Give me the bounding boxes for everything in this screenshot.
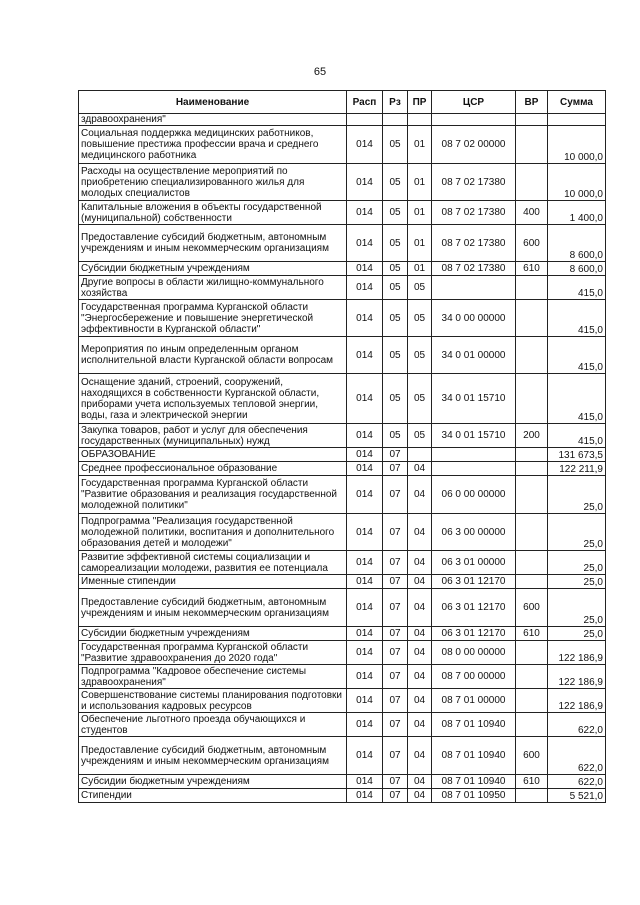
table-row [79,551,606,575]
cell-csr: 08 7 01 10940 [432,737,516,775]
cell-sum: 415,0 [548,424,606,448]
cell-pr: 05 [408,300,432,337]
cell-rasp: 014 [347,789,383,803]
cell-vr [516,476,548,514]
cell-rz [383,114,408,126]
header-name: Наименование [79,91,347,114]
cell-rasp: 014 [347,424,383,448]
cell-vr [516,713,548,737]
cell-rasp: 014 [347,374,383,424]
cell-vr [516,337,548,374]
cell-sum: 25,0 [548,476,606,514]
cell-name: Совершенствование системы планирования подготовки и использования кадровых ресурсов [79,689,347,713]
table-row [79,300,606,337]
cell-rz: 07 [383,627,408,641]
cell-rasp: 014 [347,641,383,665]
cell-rz: 07 [383,462,408,476]
cell-vr [516,276,548,300]
header-pr: ПР [408,91,432,114]
cell-rasp: 014 [347,689,383,713]
cell-rz: 05 [383,337,408,374]
cell-name: здравоохранения" [79,114,347,126]
cell-rz: 07 [383,789,408,803]
cell-vr: 400 [516,201,548,225]
cell-rz: 05 [383,276,408,300]
cell-sum: 415,0 [548,337,606,374]
cell-sum: 122 186,9 [548,689,606,713]
cell-sum: 122 186,9 [548,665,606,689]
cell-csr: 08 0 00 00000 [432,641,516,665]
cell-name: Подпрограмма "Реализация государственной молодежной политики, воспитания и дополнительного образования детей и молодежи" [79,514,347,551]
cell-csr: 08 7 02 17380 [432,201,516,225]
cell-pr: 05 [408,374,432,424]
cell-vr [516,374,548,424]
cell-rasp: 014 [347,514,383,551]
cell-name: Подпрограмма "Кадровое обеспечение системы здравоохранения" [79,665,347,689]
header-rasp: Расп [347,91,383,114]
cell-sum: 8 600,0 [548,225,606,262]
cell-name: Государственная программа Курганской области "Развитие образования и реализация государственной молодежной политики" [79,476,347,514]
cell-name: Среднее профессиональное образование [79,462,347,476]
table-row [79,462,606,476]
cell-rasp: 014 [347,448,383,462]
cell-rz: 07 [383,641,408,665]
cell-vr [516,448,548,462]
cell-pr: 04 [408,627,432,641]
cell-rz: 07 [383,575,408,589]
cell-pr [408,448,432,462]
cell-csr: 08 7 01 10950 [432,789,516,803]
cell-rasp: 014 [347,775,383,789]
cell-pr: 05 [408,276,432,300]
cell-sum: 622,0 [548,713,606,737]
cell-vr: 600 [516,737,548,775]
cell-rz: 07 [383,665,408,689]
cell-name: Капитальные вложения в объекты государственной (муниципальной) собственности [79,201,347,225]
cell-rz: 07 [383,689,408,713]
cell-csr: 06 3 01 12170 [432,589,516,627]
cell-name: Социальная поддержка медицинских работников, повышение престижа профессии врача и среднего медицинского работника [79,126,347,164]
cell-rasp: 014 [347,551,383,575]
table-row [79,164,606,201]
cell-csr: 06 3 01 00000 [432,551,516,575]
cell-csr [432,276,516,300]
cell-csr: 08 7 02 00000 [432,126,516,164]
cell-csr [432,462,516,476]
cell-vr: 200 [516,424,548,448]
cell-pr: 04 [408,713,432,737]
cell-pr: 04 [408,462,432,476]
cell-vr [516,462,548,476]
cell-sum: 25,0 [548,514,606,551]
cell-rasp: 014 [347,276,383,300]
cell-rz: 05 [383,374,408,424]
cell-csr: 06 3 01 12170 [432,575,516,589]
cell-rz: 05 [383,201,408,225]
cell-rasp: 014 [347,665,383,689]
table-row [79,374,606,424]
cell-name: Развитие эффективной системы социализации и самореализации молодежи, развития ее потенциала [79,551,347,575]
table-row [79,627,606,641]
table-row [79,575,606,589]
cell-rasp: 014 [347,575,383,589]
cell-name: Стипендии [79,789,347,803]
cell-rz: 07 [383,589,408,627]
cell-rz: 05 [383,164,408,201]
cell-rz: 07 [383,551,408,575]
cell-vr: 610 [516,262,548,276]
cell-rz: 05 [383,300,408,337]
cell-csr: 08 7 01 10940 [432,713,516,737]
cell-sum: 1 400,0 [548,201,606,225]
cell-csr: 34 0 01 15710 [432,424,516,448]
cell-vr [516,164,548,201]
cell-csr: 34 0 01 15710 [432,374,516,424]
table-row [79,476,606,514]
cell-rz: 07 [383,476,408,514]
cell-rasp: 014 [347,737,383,775]
cell-rz: 05 [383,262,408,276]
cell-name: Государственная программа Курганской области "Развитие здравоохранения до 2020 года" [79,641,347,665]
cell-sum: 622,0 [548,737,606,775]
cell-rasp: 014 [347,201,383,225]
cell-name: Субсидии бюджетным учреждениям [79,627,347,641]
cell-sum: 5 521,0 [548,789,606,803]
cell-csr: 08 7 00 00000 [432,665,516,689]
cell-rasp: 014 [347,262,383,276]
cell-name: Обеспечение льготного проезда обучающихся и студентов [79,713,347,737]
cell-sum: 10 000,0 [548,126,606,164]
cell-pr: 04 [408,514,432,551]
cell-pr: 04 [408,775,432,789]
cell-sum: 8 600,0 [548,262,606,276]
cell-rasp: 014 [347,126,383,164]
cell-rasp: 014 [347,225,383,262]
cell-csr: 06 3 00 00000 [432,514,516,551]
cell-vr [516,665,548,689]
cell-vr: 610 [516,627,548,641]
cell-pr: 04 [408,551,432,575]
cell-sum: 25,0 [548,575,606,589]
table-row [79,114,606,126]
cell-rz: 05 [383,225,408,262]
cell-name: Предоставление субсидий бюджетным, автономным учреждениям и иным некоммерческим организациям [79,589,347,627]
header-vr: ВР [516,91,548,114]
cell-csr: 34 0 00 00000 [432,300,516,337]
cell-csr [432,448,516,462]
cell-sum: 25,0 [548,627,606,641]
cell-csr: 08 7 01 00000 [432,689,516,713]
cell-csr: 34 0 01 00000 [432,337,516,374]
cell-csr: 08 7 02 17380 [432,225,516,262]
page-number: 65 [313,66,327,78]
cell-rz: 07 [383,775,408,789]
cell-vr [516,689,548,713]
cell-csr: 06 3 01 12170 [432,627,516,641]
cell-pr: 04 [408,737,432,775]
cell-csr: 08 7 02 17380 [432,262,516,276]
cell-rz: 05 [383,126,408,164]
cell-pr: 04 [408,641,432,665]
cell-sum: 122 211,9 [548,462,606,476]
cell-vr [516,641,548,665]
table-row [79,424,606,448]
cell-sum: 415,0 [548,300,606,337]
cell-vr: 600 [516,589,548,627]
table-row [79,448,606,462]
cell-sum: 25,0 [548,551,606,575]
cell-name: Субсидии бюджетным учреждениям [79,775,347,789]
header-sum: Сумма [548,91,606,114]
cell-rasp [347,114,383,126]
table-row [79,789,606,803]
table-row [79,775,606,789]
cell-sum: 415,0 [548,374,606,424]
cell-pr: 04 [408,689,432,713]
cell-name: Закупка товаров, работ и услуг для обеспечения государственных (муниципальных) нужд [79,424,347,448]
cell-rz: 07 [383,713,408,737]
table-row [79,262,606,276]
table-row [79,225,606,262]
cell-rasp: 014 [347,164,383,201]
cell-vr: 610 [516,775,548,789]
table-row [79,689,606,713]
budget-table [78,90,606,803]
cell-pr [408,114,432,126]
table-row [79,201,606,225]
cell-pr: 04 [408,575,432,589]
cell-sum: 25,0 [548,589,606,627]
cell-rasp: 014 [347,627,383,641]
cell-name: Именные стипендии [79,575,347,589]
cell-name: Мероприятия по иным определенным органом исполнительной власти Курганской области вопросам [79,337,347,374]
cell-rasp: 014 [347,476,383,514]
table-row [79,337,606,374]
cell-rasp: 014 [347,300,383,337]
table-row [79,641,606,665]
cell-vr [516,789,548,803]
cell-name: Расходы на осуществление мероприятий по приобретению специализированного жилья для молодых специалистов [79,164,347,201]
cell-pr: 01 [408,164,432,201]
cell-pr: 01 [408,126,432,164]
cell-csr: 08 7 02 17380 [432,164,516,201]
header-csr: ЦСР [432,91,516,114]
cell-pr: 04 [408,789,432,803]
cell-csr: 08 7 01 10940 [432,775,516,789]
cell-sum: 622,0 [548,775,606,789]
header-rz: Рз [383,91,408,114]
cell-pr: 05 [408,337,432,374]
cell-vr [516,126,548,164]
cell-sum: 415,0 [548,276,606,300]
cell-rasp: 014 [347,589,383,627]
table-row [79,276,606,300]
cell-sum: 122 186,9 [548,641,606,665]
cell-sum: 10 000,0 [548,164,606,201]
cell-vr [516,114,548,126]
table-row [79,126,606,164]
cell-name: Предоставление субсидий бюджетным, автономным учреждениям и иным некоммерческим организациям [79,737,347,775]
table-row [79,713,606,737]
cell-pr: 04 [408,476,432,514]
cell-vr [516,300,548,337]
cell-rasp: 014 [347,462,383,476]
cell-name: Оснащение зданий, строений, сооружений, находящихся в собственности Курганской области, приборами учета используемых тепловой энергии, воды, газа и электрической энергии [79,374,347,424]
cell-vr [516,575,548,589]
cell-csr: 06 0 00 00000 [432,476,516,514]
cell-csr [432,114,516,126]
cell-name: Предоставление субсидий бюджетным, автономным учреждениям и иным некоммерческим организациям [79,225,347,262]
cell-sum [548,114,606,126]
table-row [79,589,606,627]
cell-rasp: 014 [347,337,383,374]
cell-sum: 131 673,5 [548,448,606,462]
cell-rz: 07 [383,514,408,551]
table-row [79,514,606,551]
table-row [79,737,606,775]
cell-name: Государственная программа Курганской области "Энергосбережение и повышение энергетической эффективности в Курганской области" [79,300,347,337]
cell-pr: 01 [408,262,432,276]
cell-rz: 07 [383,448,408,462]
cell-pr: 01 [408,225,432,262]
cell-pr: 05 [408,424,432,448]
cell-vr [516,514,548,551]
table-row [79,665,606,689]
cell-name: ОБРАЗОВАНИЕ [79,448,347,462]
cell-vr: 600 [516,225,548,262]
header-row [79,91,606,114]
cell-rz: 07 [383,737,408,775]
cell-pr: 01 [408,201,432,225]
cell-pr: 04 [408,589,432,627]
cell-name: Другие вопросы в области жилищно-коммунального хозяйства [79,276,347,300]
cell-vr [516,551,548,575]
cell-rz: 05 [383,424,408,448]
cell-rasp: 014 [347,713,383,737]
cell-name: Субсидии бюджетным учреждениям [79,262,347,276]
cell-pr: 04 [408,665,432,689]
